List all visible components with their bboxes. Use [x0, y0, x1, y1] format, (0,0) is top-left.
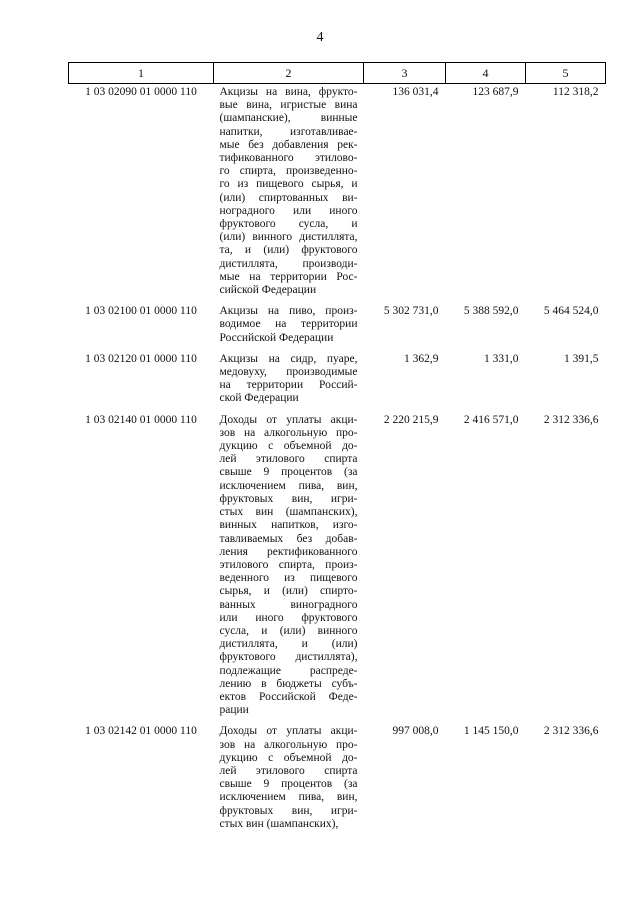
header-row	[69, 63, 606, 84]
amount-year-1: 997 008,0	[392, 725, 439, 738]
column-header-4: 4	[446, 63, 526, 84]
description-line: мые на территории Рос-	[219, 270, 358, 283]
column-header-2: 2	[214, 63, 364, 84]
description-line: (или) винного дистиллята,	[219, 231, 358, 244]
description-line: вые вина, игристые вина	[219, 99, 358, 112]
description-line: мые без добавления рек-	[219, 138, 358, 151]
description-line: напитки, изготавливае-	[219, 125, 358, 138]
description-line: тификованного этилово-	[219, 152, 358, 165]
description-line: сийской Федерации	[219, 284, 317, 297]
description-line: веденного из пищевого	[219, 572, 358, 585]
amount-year-2: 1 145 150,0	[463, 725, 519, 738]
table-row	[69, 351, 606, 412]
description-line: го из пищевого сырья, и	[219, 178, 358, 191]
table-row	[69, 723, 606, 837]
amount-year-3: 2 312 336,6	[543, 413, 599, 426]
amount-year-1: 5 302 731,0	[383, 305, 439, 318]
amount-year-1: 1 362,9	[404, 352, 439, 365]
description-line: тавливаемых без добав-	[219, 532, 358, 545]
description-line: исключением пива, вин,	[219, 791, 358, 804]
description-line: рации	[219, 704, 249, 717]
amount-year-3: 2 312 336,6	[543, 725, 599, 738]
table-row	[69, 412, 606, 724]
budget-code: 1 03 02090 01 0000 110	[85, 86, 197, 98]
description-line: ноградного или иного	[219, 204, 358, 217]
description-line: на территории Россий-	[219, 379, 358, 392]
description-line: лей этилового спирта	[219, 453, 358, 466]
description-line: исключением пива, вин,	[219, 479, 358, 492]
description-line: свыше 9 процентов (за	[219, 778, 358, 791]
description-line: стых вин (шампанских),	[219, 506, 358, 519]
income-description	[214, 351, 364, 412]
description-line: лению в бюджеты субъ-	[219, 677, 358, 690]
description-line: свыше 9 процентов (за	[219, 466, 358, 479]
description-line: Доходы от уплаты акци-	[219, 725, 358, 738]
description-line: го спирта, произведенно-	[219, 165, 358, 178]
description-line: ванных виноградного	[219, 598, 358, 611]
amount-year-3: 1 391,5	[564, 352, 599, 365]
description-line: зов на алкогольную про-	[219, 738, 358, 751]
description-line: ления ректификованного	[219, 545, 358, 558]
description-line: фруктовых вин, игри-	[219, 804, 358, 817]
column-header-1: 1	[69, 63, 214, 84]
description-line: та, и (или) фруктового	[219, 244, 358, 257]
description-line: подлежащие распреде-	[219, 664, 358, 677]
description-line: дистиллята, производи-	[219, 257, 358, 270]
amount-year-1: 136 031,4	[392, 86, 439, 98]
description-line: этилового спирта, произ-	[219, 558, 358, 571]
description-line: ской Федерации	[219, 392, 299, 405]
amount-year-2: 2 416 571,0	[463, 413, 519, 426]
description-line: водимое на территории	[219, 318, 358, 331]
description-line: сырья, и (или) спирто-	[219, 585, 358, 598]
amount-year-3: 5 464 524,0	[543, 305, 599, 318]
description-line: лей этилового спирта	[219, 764, 358, 777]
column-header-5: 5	[526, 63, 606, 84]
amount-year-3: 112 318,2	[552, 86, 599, 98]
description-line: фруктовых вин, игри-	[219, 492, 358, 505]
description-line: винных напитков, изго-	[219, 519, 358, 532]
amount-year-2: 5 388 592,0	[463, 305, 519, 318]
description-line: дистиллята, и (или)	[219, 638, 358, 651]
income-description	[214, 303, 364, 351]
column-header-3: 3	[364, 63, 446, 84]
income-description	[214, 412, 364, 724]
description-line: или иного фруктового	[219, 611, 358, 624]
budget-code: 1 03 02100 01 0000 110	[85, 305, 197, 318]
description-line: сусла, и (или) винного	[219, 624, 358, 637]
description-line: стых вин (шампанских),	[219, 817, 339, 830]
description-line: медовуху, производимые	[219, 366, 358, 379]
table-row	[69, 84, 606, 304]
revenue-table	[68, 62, 606, 837]
description-line: Акцизы на пиво, произ-	[219, 305, 358, 318]
description-line: Акцизы на вина, фрукто-	[219, 86, 358, 98]
description-line: дукцию с объемной до-	[219, 440, 358, 453]
income-description	[214, 723, 364, 837]
budget-code: 1 03 02120 01 0000 110	[85, 352, 197, 365]
description-line: зов на алкогольную про-	[219, 426, 358, 439]
income-description	[214, 84, 364, 304]
amount-year-2: 123 687,9	[472, 86, 519, 98]
amount-year-2: 1 331,0	[484, 352, 519, 365]
description-line: фруктового сусла, и	[219, 218, 358, 231]
description-line: Доходы от уплаты акци-	[219, 413, 358, 426]
description-line: (шампанские), винные	[219, 112, 358, 125]
description-line: Российской Федерации	[219, 331, 334, 344]
page-number: 4	[316, 30, 324, 45]
description-line: ектов Российской Феде-	[219, 690, 358, 703]
description-line: (или) спиртованных ви-	[219, 191, 358, 204]
description-line: фруктового дистиллята),	[219, 651, 358, 664]
amount-year-1: 2 220 215,9	[383, 413, 439, 426]
budget-code: 1 03 02140 01 0000 110	[85, 413, 197, 426]
description-line: дукцию с объемной до-	[219, 751, 358, 764]
budget-code: 1 03 02142 01 0000 110	[85, 725, 197, 738]
description-line: Акцизы на сидр, пуаре,	[219, 352, 358, 365]
table-row	[69, 303, 606, 351]
